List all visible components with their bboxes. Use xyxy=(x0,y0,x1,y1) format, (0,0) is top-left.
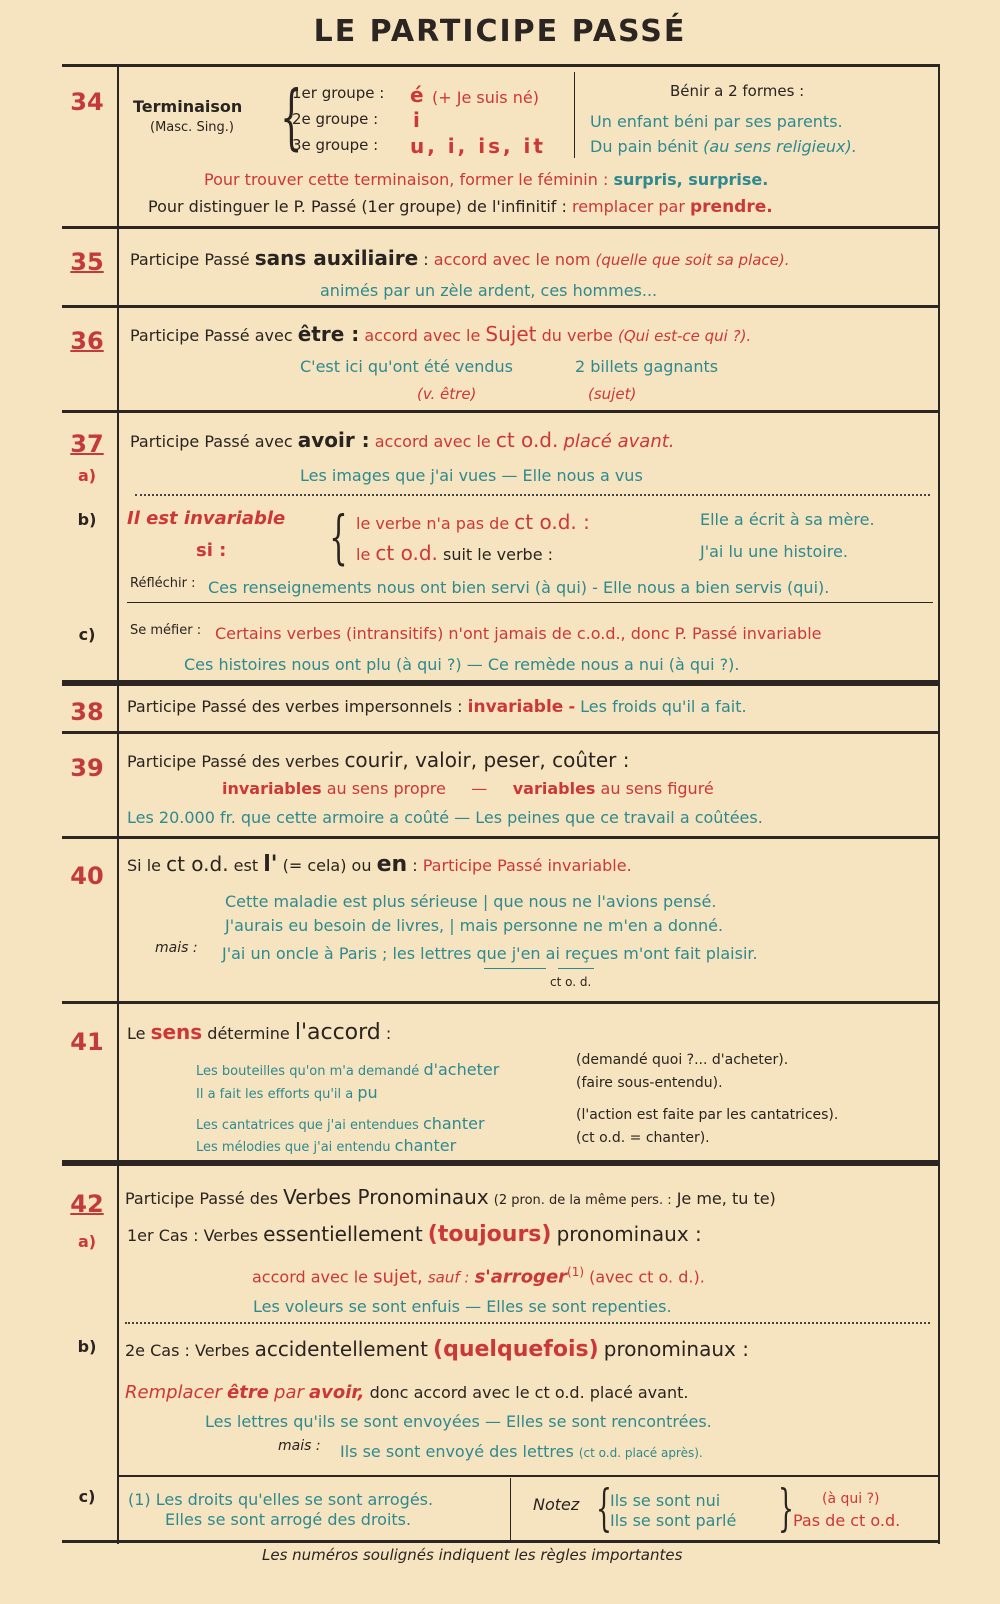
underline xyxy=(484,968,546,969)
mefier-label: Se méfier : xyxy=(130,623,202,638)
rule-39-example: Les 20.000 fr. que cette armoire a coûté — Les peines que ce travail a coûtées. xyxy=(127,808,763,827)
cond-1-example: Elle a écrit à sa mère. xyxy=(700,510,875,529)
cond-1: le verbe n'a pas de ct o.d. : xyxy=(356,510,590,534)
rule-35-example: animés par un zèle ardent, ces hommes... xyxy=(320,281,658,300)
group3-value: u, i, is, it xyxy=(410,134,546,158)
rule-line xyxy=(62,1160,940,1163)
rule-line xyxy=(62,680,940,683)
group2-label: 2e groupe : xyxy=(292,110,379,128)
rule-41-text: Le sens détermine l'accord : xyxy=(127,1020,392,1045)
rule-line xyxy=(62,731,940,734)
mefier-example: Ces histoires nous ont plu (à qui ?) — Ce remède nous a nui (à qui ?). xyxy=(184,655,740,674)
rule-40-text: Si le ct o.d. est l' (= cela) ou en : Participe Passé invariable. xyxy=(127,852,632,877)
rule-line xyxy=(62,1001,940,1004)
mais-label: mais : xyxy=(278,1438,321,1454)
infinitif-rule: Pour distinguer le P. Passé (1er groupe) de l'infinitif : remplacer par prendre. xyxy=(148,197,773,217)
rule-39-sense: invariables au sens propre — variables au sens figuré xyxy=(222,779,714,798)
rule-36-ex-1: C'est ici qu'ont été vendus xyxy=(300,357,513,376)
brace: { xyxy=(280,76,303,158)
label-c: c) xyxy=(78,625,96,644)
rule-41-ex-4: Les mélodies que j'ai entendu chanter xyxy=(196,1136,457,1155)
group2-value: i xyxy=(413,108,420,132)
rule-line xyxy=(62,1163,940,1166)
rule-number-40: 40 xyxy=(70,862,104,890)
case-1-rule: accord avec le sujet, sauf : s'arroger$^{(1)}$ (avec ct o. d.). xyxy=(252,1265,705,1288)
thin-separator xyxy=(127,602,933,603)
dotted-separator xyxy=(125,1322,930,1324)
rule-35-text: Participe Passé sans auxiliaire : accord avec le nom (quelle que soit sa place). xyxy=(130,246,790,270)
rule-line xyxy=(62,410,940,413)
note-question: (à qui ?) xyxy=(822,1491,880,1507)
rule-line xyxy=(62,683,940,686)
rule-36-note-2: (sujet) xyxy=(588,385,637,403)
rule-number-39: 39 xyxy=(70,754,104,782)
rule-36-text: Participe Passé avec être : accord avec le Sujet du verbe (Qui est-ce qui ?). xyxy=(130,322,752,346)
footer-note: Les numéros soulignés indiquent les règles importantes xyxy=(262,1546,683,1564)
dotted-separator xyxy=(135,494,930,496)
case-2-head: 2e Cas : Verbes accidentellement (quelquefois) pronominaux : xyxy=(125,1337,749,1362)
group1-note: (+ Je suis né) xyxy=(432,88,539,107)
case-2-example: Les lettres qu'ils se sont envoyées — Elles se sont rencontrées. xyxy=(205,1412,712,1431)
brace: } xyxy=(777,1479,794,1537)
group1-label: 1er groupe : xyxy=(292,84,385,102)
page-title: LE PARTICIPE PASSÉ xyxy=(313,14,687,49)
rule-line xyxy=(62,305,940,308)
term-label: Terminaison xyxy=(133,97,243,116)
label-a: a) xyxy=(77,1232,97,1251)
rule-41-ex-2: Il a fait les efforts qu'il a pu xyxy=(196,1083,378,1102)
rule-number-36: 36 xyxy=(70,327,104,355)
brace: { xyxy=(595,1479,612,1537)
rule-36-ex-2: 2 billets gagnants xyxy=(575,357,719,376)
case-2-rule: Remplacer être par avoir, donc accord avec le ct o.d. placé avant. xyxy=(125,1382,689,1403)
rule-40-ex-2: J'aurais eu besoin de livres, | mais personne ne m'en a donné. xyxy=(225,916,724,935)
benir-title: Bénir a 2 formes : xyxy=(670,82,805,100)
feminin-rule: Pour trouver cette terminaison, former le féminin : surpris, surprise. xyxy=(204,170,769,189)
si-label: si : xyxy=(196,540,227,561)
label-b: b) xyxy=(77,510,97,529)
label-b: b) xyxy=(77,1337,97,1356)
mais-label: mais : xyxy=(155,940,198,956)
rule-36-note-1: (v. être) xyxy=(417,385,477,403)
rule-41-note-4: (ct o.d. = chanter). xyxy=(576,1130,710,1146)
inner-divider xyxy=(574,72,575,158)
rule-40-ex-3: J'ai un oncle à Paris ; les lettres que j'en ai reçues m'ont fait plaisir. xyxy=(222,944,758,963)
rule-number-35: 35 xyxy=(70,248,104,276)
notez-label: Notez xyxy=(533,1495,580,1514)
rule-42-head: Participe Passé des Verbes Pronominaux (2 pron. de la même pers. : Je me, tu te) xyxy=(125,1185,776,1209)
rule-number-42: 42 xyxy=(70,1190,104,1218)
rule-41-note-1: (demandé quoi ?... d'acheter). xyxy=(576,1052,789,1068)
rule-line xyxy=(62,226,940,229)
label-a: a) xyxy=(77,466,97,485)
footnote-1: (1) Les droits qu'elles se sont arrogés. xyxy=(128,1490,434,1509)
term-sub: (Masc. Sing.) xyxy=(150,120,234,135)
note-ex-1: Ils se sont nui xyxy=(610,1491,721,1510)
case-1-head: 1er Cas : Verbes essentiellement (toujours) pronominaux : xyxy=(127,1222,702,1247)
case-1-example: Les voleurs se sont enfuis — Elles se sont repenties. xyxy=(253,1297,672,1316)
note-ex-2: Ils se sont parlé xyxy=(610,1511,737,1530)
rule-37a-text: Participe Passé avec avoir : accord avec le ct o.d. placé avant. xyxy=(130,428,675,452)
note-answer: Pas de ct o.d. xyxy=(793,1511,901,1530)
cond-2-example: J'ai lu une histoire. xyxy=(700,542,848,561)
inner-divider xyxy=(510,1478,511,1540)
group3-label: 3e groupe : xyxy=(292,136,379,154)
column-divider xyxy=(117,64,119,1544)
rule-number-37: 37 xyxy=(70,430,104,458)
rule-41-note-3: (l'action est faite par les cantatrices). xyxy=(576,1107,839,1123)
footnote-2: Elles se sont arrogé des droits. xyxy=(165,1510,412,1529)
invariable-label: Il est invariable xyxy=(127,508,286,529)
benir-example-2: Du pain bénit (au sens religieux). xyxy=(590,137,857,156)
brace: { xyxy=(329,503,348,571)
rule-number-34: 34 xyxy=(70,88,104,116)
rule-38-text: Participe Passé des verbes impersonnels : invariable - Les froids qu'il a fait. xyxy=(127,697,747,717)
rule-line xyxy=(62,1540,940,1543)
rule-37a-example: Les images que j'ai vues — Elle nous a vus xyxy=(300,466,643,485)
rule-41-note-2: (faire sous-entendu). xyxy=(576,1075,723,1091)
rule-41-ex-3: Les cantatrices que j'ai entendues chanter xyxy=(196,1114,485,1133)
case-2-counter: Ils se sont envoyé des lettres (ct o.d. placé après). xyxy=(340,1442,703,1461)
cod-note: ct o. d. xyxy=(550,975,592,989)
mefier-text: Certains verbes (intransitifs) n'ont jamais de c.o.d., donc P. Passé invariable xyxy=(215,624,822,643)
rule-number-41: 41 xyxy=(70,1028,104,1056)
group1-value: é xyxy=(410,83,424,107)
rule-number-38: 38 xyxy=(70,698,104,726)
cond-2: le ct o.d. suit le verbe : xyxy=(356,541,554,565)
label-c: c) xyxy=(78,1487,96,1506)
rule-39-text: Participe Passé des verbes courir, valoir, peser, coûter : xyxy=(127,748,630,772)
rule-line xyxy=(62,836,940,839)
rule-40-ex-1: Cette maladie est plus sérieuse | que nous ne l'avions pensé. xyxy=(225,892,717,911)
underline xyxy=(558,968,594,969)
benir-example-1: Un enfant béni par ses parents. xyxy=(590,112,843,131)
right-border xyxy=(938,64,940,1544)
reflechir-label: Réfléchir : xyxy=(130,576,196,591)
rule-41-ex-1: Les bouteilles qu'on m'a demandé d'acheter xyxy=(196,1060,500,1079)
reflechir-example: Ces renseignements nous ont bien servi (à qui) - Elle nous a bien servis (qui). xyxy=(208,578,830,597)
rule-line xyxy=(62,64,940,67)
thin-separator xyxy=(118,1475,938,1477)
